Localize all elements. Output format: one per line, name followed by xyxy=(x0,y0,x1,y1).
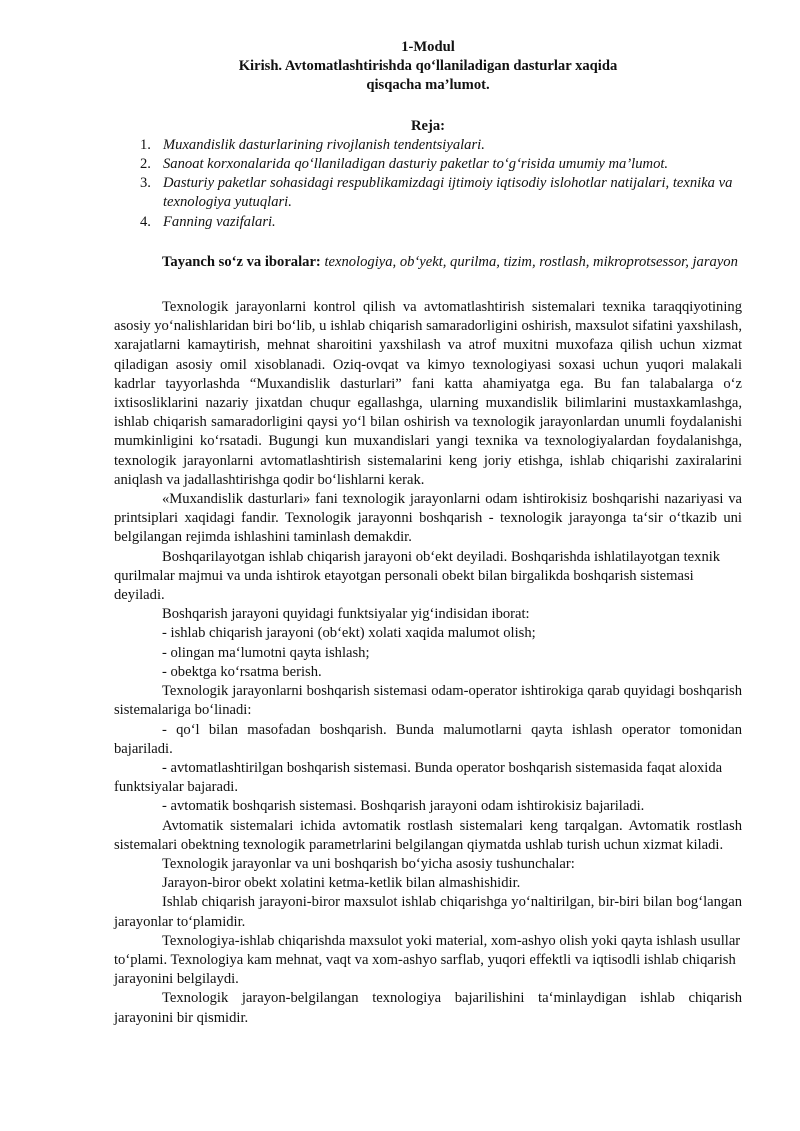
plan-item-number: 3. xyxy=(140,175,151,192)
paragraph: Ishlab chiqarish jarayoni-biror maxsulot ishlab chiqarishga yo‘naltirilgan, bir-biri bilan bog‘langan jarayonlar to‘plamidir. xyxy=(114,894,742,930)
paragraph: Boshqarilayotgan ishlab chiqarish jarayoni ob‘ekt deyiladi. Boshqarishda ishlatilayotgan texnik qurilmalar majmui va unda ishtirok etayotgan personali obekt bilan birgalikda boshqarish sistemasi deyiladi. xyxy=(114,548,721,604)
plan-item-text: Dasturiy paketlar sohasidagi respublikamizdagi ijtimoiy iqtisodiy islohotlar natijalari, texnika va texnologiya yutuqlari. xyxy=(163,175,733,211)
plan-item-text: Muxandislik dasturlarining rivojlanish tendentsiyalari. xyxy=(163,136,485,153)
paragraph: Jarayon-biror obekt xolatini ketma-ketlik bilan almashishidir. xyxy=(162,875,521,892)
plan-item xyxy=(114,155,742,174)
plan-item-text: Sanoat korxonalarida qo‘llaniladigan dasturiy paketlar to‘g‘risida umumiy ma’lumot. xyxy=(163,156,669,173)
keywords-label: Tayanch so‘z va iboralar: xyxy=(162,253,321,270)
list-item: - obektga ko‘rsatma berish. xyxy=(162,663,322,680)
keywords-terms: texnologiya, ob‘yekt, qurilma, tizim, rostlash, mikroprotsessor, jarayon xyxy=(324,253,738,270)
plan-item xyxy=(114,174,742,212)
list-item: - qo‘l bilan masofadan boshqarish. Bunda malumotlarni qayta ishlash operator tomonidan bajariladi. xyxy=(114,721,742,757)
paragraph: Texnologiya-ishlab chiqarishda maxsulot yoki material, xom-ashyo olish yoki qayta ishlash usullar to‘plami. Texnologiya kam mehnat, vaqt va xom-ashyo sarflab, yuqori effektli va iqtisodli ishlab chiqarish jarayonini belgilaydi. xyxy=(114,932,741,988)
paragraph: «Muxandislik dasturlari» fani texnologik jarayonlarni odam ishtirokisiz boshqarishi nazariyasi va printsiplari xaqidagi fandir. Texnologik jarayonni boshqarish - texnologik jarayonga ta‘sir o‘tkazib uni belgilangan rejimda ishlashini taminlash demakdir. xyxy=(114,491,742,546)
module-label: 1-Modul xyxy=(401,39,455,55)
plan-list xyxy=(114,136,742,232)
plan-item-text: Fanning vazifalari. xyxy=(163,213,276,230)
plan-item-number: 2. xyxy=(140,156,151,173)
plan-item xyxy=(114,136,742,155)
list-item: - olingan ma‘lumotni qayta ishlash; xyxy=(162,644,370,661)
plan-item xyxy=(114,213,742,232)
paragraph: Avtomatik sistemalari ichida avtomatik rostlash sistemalari keng tarqalgan. Avtomatik rostlash sistemalari obektning texnologik parametrlarini belgilangan qiymatda ushlab turish uchun xizmat kiladi. xyxy=(114,817,742,853)
plan-item-number: 1. xyxy=(140,136,151,153)
keywords-paragraph xyxy=(114,253,742,272)
paragraph: Texnologik jarayonlarni kontrol qilish va avtomatlashtirish sistemalari texnika taraqqiyotining asosiy yo‘nalishlaridan biri bo‘lib, u ishlab chiqarish samaradorligini oshirish, maxsulot sifatini yaxshilash, xarajatlarni kamaytirish, mehnat sharoitini yaxshilash va atrof muxitni muxofaza qilish uchun xizmat qiladigan asosiy omil xisoblanadi. Oziq-ovqat va kimyo texnologiyasi soxasi uchun yuqori malakali kadrlar tayyorlashda “Muxandislik dasturlari” fani katta ahamiyatga ega. Bu fan talabalarga o‘z ixtisosliklarini nazariy jixatdan chuqur egallashga, ularning muxandislik bilimlarini mustaxkamlashga, ishlab chiqarish samaradorligini qaysi yo‘l bilan oshirish va texnologik jarayonlardan unumli foydalanishi mumkinligini ko‘rsatadi. Bugungi kun muxandislari yangi texnika va texnologiyalardan foydalanishga, texnologik jarayonlarni avtomatlashtirish sistemalarini keng joriy etishga, ishlab chiqarishi zaxiralarini aniqlash va jadallashtirishga qodir bo‘lishlarni kerak. xyxy=(114,299,742,488)
paragraph: Texnologik jarayonlar va uni boshqarish bo‘yicha asosiy tushunchalar: xyxy=(162,855,575,872)
paragraph: Texnologik jarayon-belgilangan texnologiya bajarilishini ta‘minlaydigan ishlab chiqarish jarayonini bir qismidir. xyxy=(114,990,742,1026)
list-item: - ishlab chiqarish jarayoni (ob‘ekt) xolati xaqida malumot olish; xyxy=(162,625,536,642)
document-title-line-2: qisqacha ma’lumot. xyxy=(366,77,490,94)
paragraph: Boshqarish jarayoni quyidagi funktsiyalar yig‘indisidan iborat: xyxy=(162,606,530,623)
document-page xyxy=(114,38,742,1028)
list-item: - avtomatik boshqarish sistemasi. Boshqarish jarayoni odam ishtirokisiz bajariladi. xyxy=(162,798,645,815)
document-title-line-1: Kirish. Avtomatlashtirishda qo‘llaniladigan dasturlar xaqida xyxy=(238,58,618,75)
body-text xyxy=(114,298,742,1028)
plan-heading: Reja: xyxy=(410,117,446,134)
paragraph: Texnologik jarayonlarni boshqarish sistemasi odam-operator ishtirokiga qarab quyidagi boshqarish sistemalariga bo‘linadi: xyxy=(114,683,742,719)
plan-item-number: 4. xyxy=(140,213,151,230)
list-item: - avtomatlashtirilgan boshqarish sistemasi. Bunda operator boshqarish sistemasida faqat aloxida funktsiyalar bajaradi. xyxy=(114,759,723,796)
